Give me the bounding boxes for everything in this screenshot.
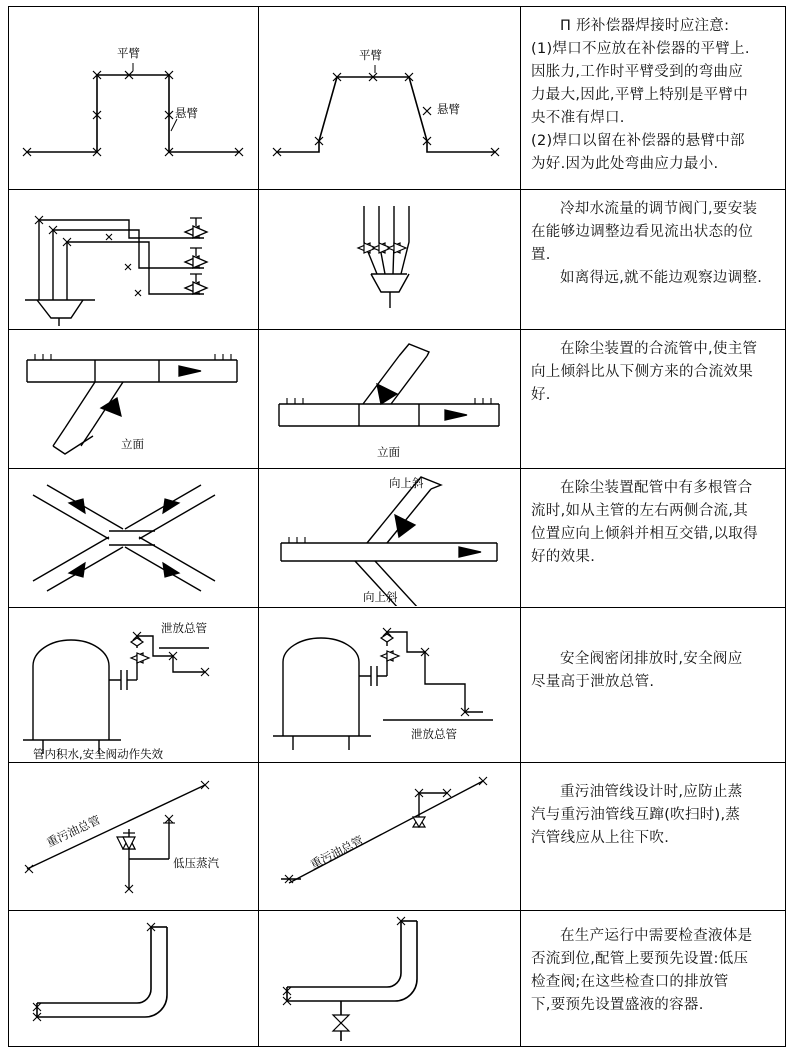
label-li-mian: 立面	[121, 437, 144, 451]
note-line: 否流到位,配管上要预先设置:低压	[531, 951, 749, 968]
cell-fig-mid-row5	[259, 608, 521, 763]
cell-note-row4	[521, 469, 786, 608]
note-line: 好的效果.	[531, 549, 596, 566]
label-xiang-shang-xie: 向上斜	[363, 590, 398, 604]
table-row	[9, 190, 786, 330]
cell-note-row2	[521, 190, 786, 330]
label-heavy-oil-main: 重污油总管	[44, 812, 103, 850]
label-li-mian: 立面	[377, 445, 400, 459]
note-line: 力最大,因此,平臂上特别是平臂中	[531, 87, 749, 104]
note-line: 为好.因为此处弯曲应力最小.	[531, 156, 719, 173]
note-line: 在除尘装置配管中有多根管合	[560, 480, 753, 496]
table-row	[9, 608, 786, 763]
label-water-accumulation: 管内积水,安全阀动作失效	[33, 747, 164, 761]
label-xuan-bi: 悬臂	[175, 106, 198, 120]
note-line: 在除尘装置的合流管中,使主管	[560, 341, 758, 357]
note-line: 汽与重污油管线互蹿(吹扫时),蒸	[531, 807, 741, 824]
note-inspection-valve	[521, 911, 793, 1064]
cell-note-row1	[521, 7, 786, 190]
note-heavy-oil-steam	[521, 763, 793, 932]
label-xuan-bi: 悬臂	[437, 102, 460, 116]
note-line: 下,要预先设置盛液的容器.	[531, 997, 704, 1014]
cell-fig-left-row4	[9, 469, 259, 608]
note-line: 流时,如从主管的左右两侧合流,其	[531, 503, 749, 520]
note-line: 如离得远,就不能边观察边调整.	[560, 270, 763, 287]
table-row	[9, 7, 786, 190]
cell-note-row7	[521, 911, 786, 1047]
label-ping-bi: 平臂	[359, 48, 382, 62]
cell-fig-mid-row7	[259, 911, 521, 1047]
label-low-pressure-steam: 低压蒸汽	[173, 856, 219, 870]
note-line: 检查阀;在这些检查口的排放管	[531, 974, 729, 991]
note-line: 汽管线应从上往下吹.	[531, 830, 670, 847]
note-line: 因胀力,工作时平臂受到的弯曲应	[531, 64, 744, 81]
label-xiang-shang-xie: 向上斜	[389, 476, 424, 490]
note-dust-merge-pipe	[521, 330, 793, 480]
note-line: 尽量高于泄放总管.	[531, 674, 655, 691]
label-xiefang-zongguan: 泄放总管	[411, 727, 457, 741]
note-line: 重污油管线设计时,应防止蒸	[560, 784, 743, 800]
cell-note-row3	[521, 330, 786, 469]
cell-fig-mid-row3	[259, 330, 521, 469]
cell-fig-left-row3	[9, 330, 259, 469]
label-heavy-oil-main: 重污油总管	[308, 833, 366, 872]
cell-fig-mid-row4	[259, 469, 521, 608]
table-row	[9, 763, 786, 911]
cell-fig-left-row6	[9, 763, 259, 911]
note-line: 在生产运行中需要检查液体是	[560, 928, 753, 944]
cell-fig-left-row1	[9, 7, 259, 190]
cell-note-row5	[521, 608, 786, 763]
cell-fig-left-row2	[9, 190, 259, 330]
table-row	[9, 330, 786, 469]
table-row	[9, 911, 786, 1047]
cell-fig-left-row7	[9, 911, 259, 1047]
cell-fig-left-row5	[9, 608, 259, 763]
note-line: (2)焊口以留在补偿器的悬臂中部	[531, 133, 745, 150]
note-line: 好.	[531, 387, 551, 404]
figure-table	[8, 6, 786, 1047]
table-row	[9, 469, 786, 608]
label-xiefang-zongguan: 泄放总管	[161, 621, 207, 635]
note-line: (1)焊口不应放在补偿器的平臂上.	[531, 41, 750, 58]
note-line: 冷却水流量的调节阀门,要安装	[560, 201, 758, 217]
note-line: 置.	[531, 247, 551, 264]
note-line: 向上倾斜比从下侧方来的合流效果	[531, 364, 753, 381]
note-expansion-loop	[521, 7, 793, 201]
cell-note-row6	[521, 763, 786, 911]
note-cooling-water-valve	[521, 190, 793, 341]
note-line: 在能够边调整边看见流出状态的位	[531, 224, 753, 241]
note-line: Π 形补偿器焊接时应注意:	[560, 18, 730, 34]
cell-fig-mid-row1	[259, 7, 521, 190]
note-line: 央不准有焊口.	[531, 110, 625, 127]
cell-fig-mid-row2	[259, 190, 521, 330]
note-line: 安全阀密闭排放时,安全阀应	[560, 651, 743, 667]
note-line: 位置应向上倾斜并相互交错,以取得	[531, 526, 758, 543]
label-ping-bi: 平臂	[117, 46, 140, 60]
cell-fig-mid-row6	[259, 763, 521, 911]
note-multi-branch-merge	[521, 469, 793, 619]
